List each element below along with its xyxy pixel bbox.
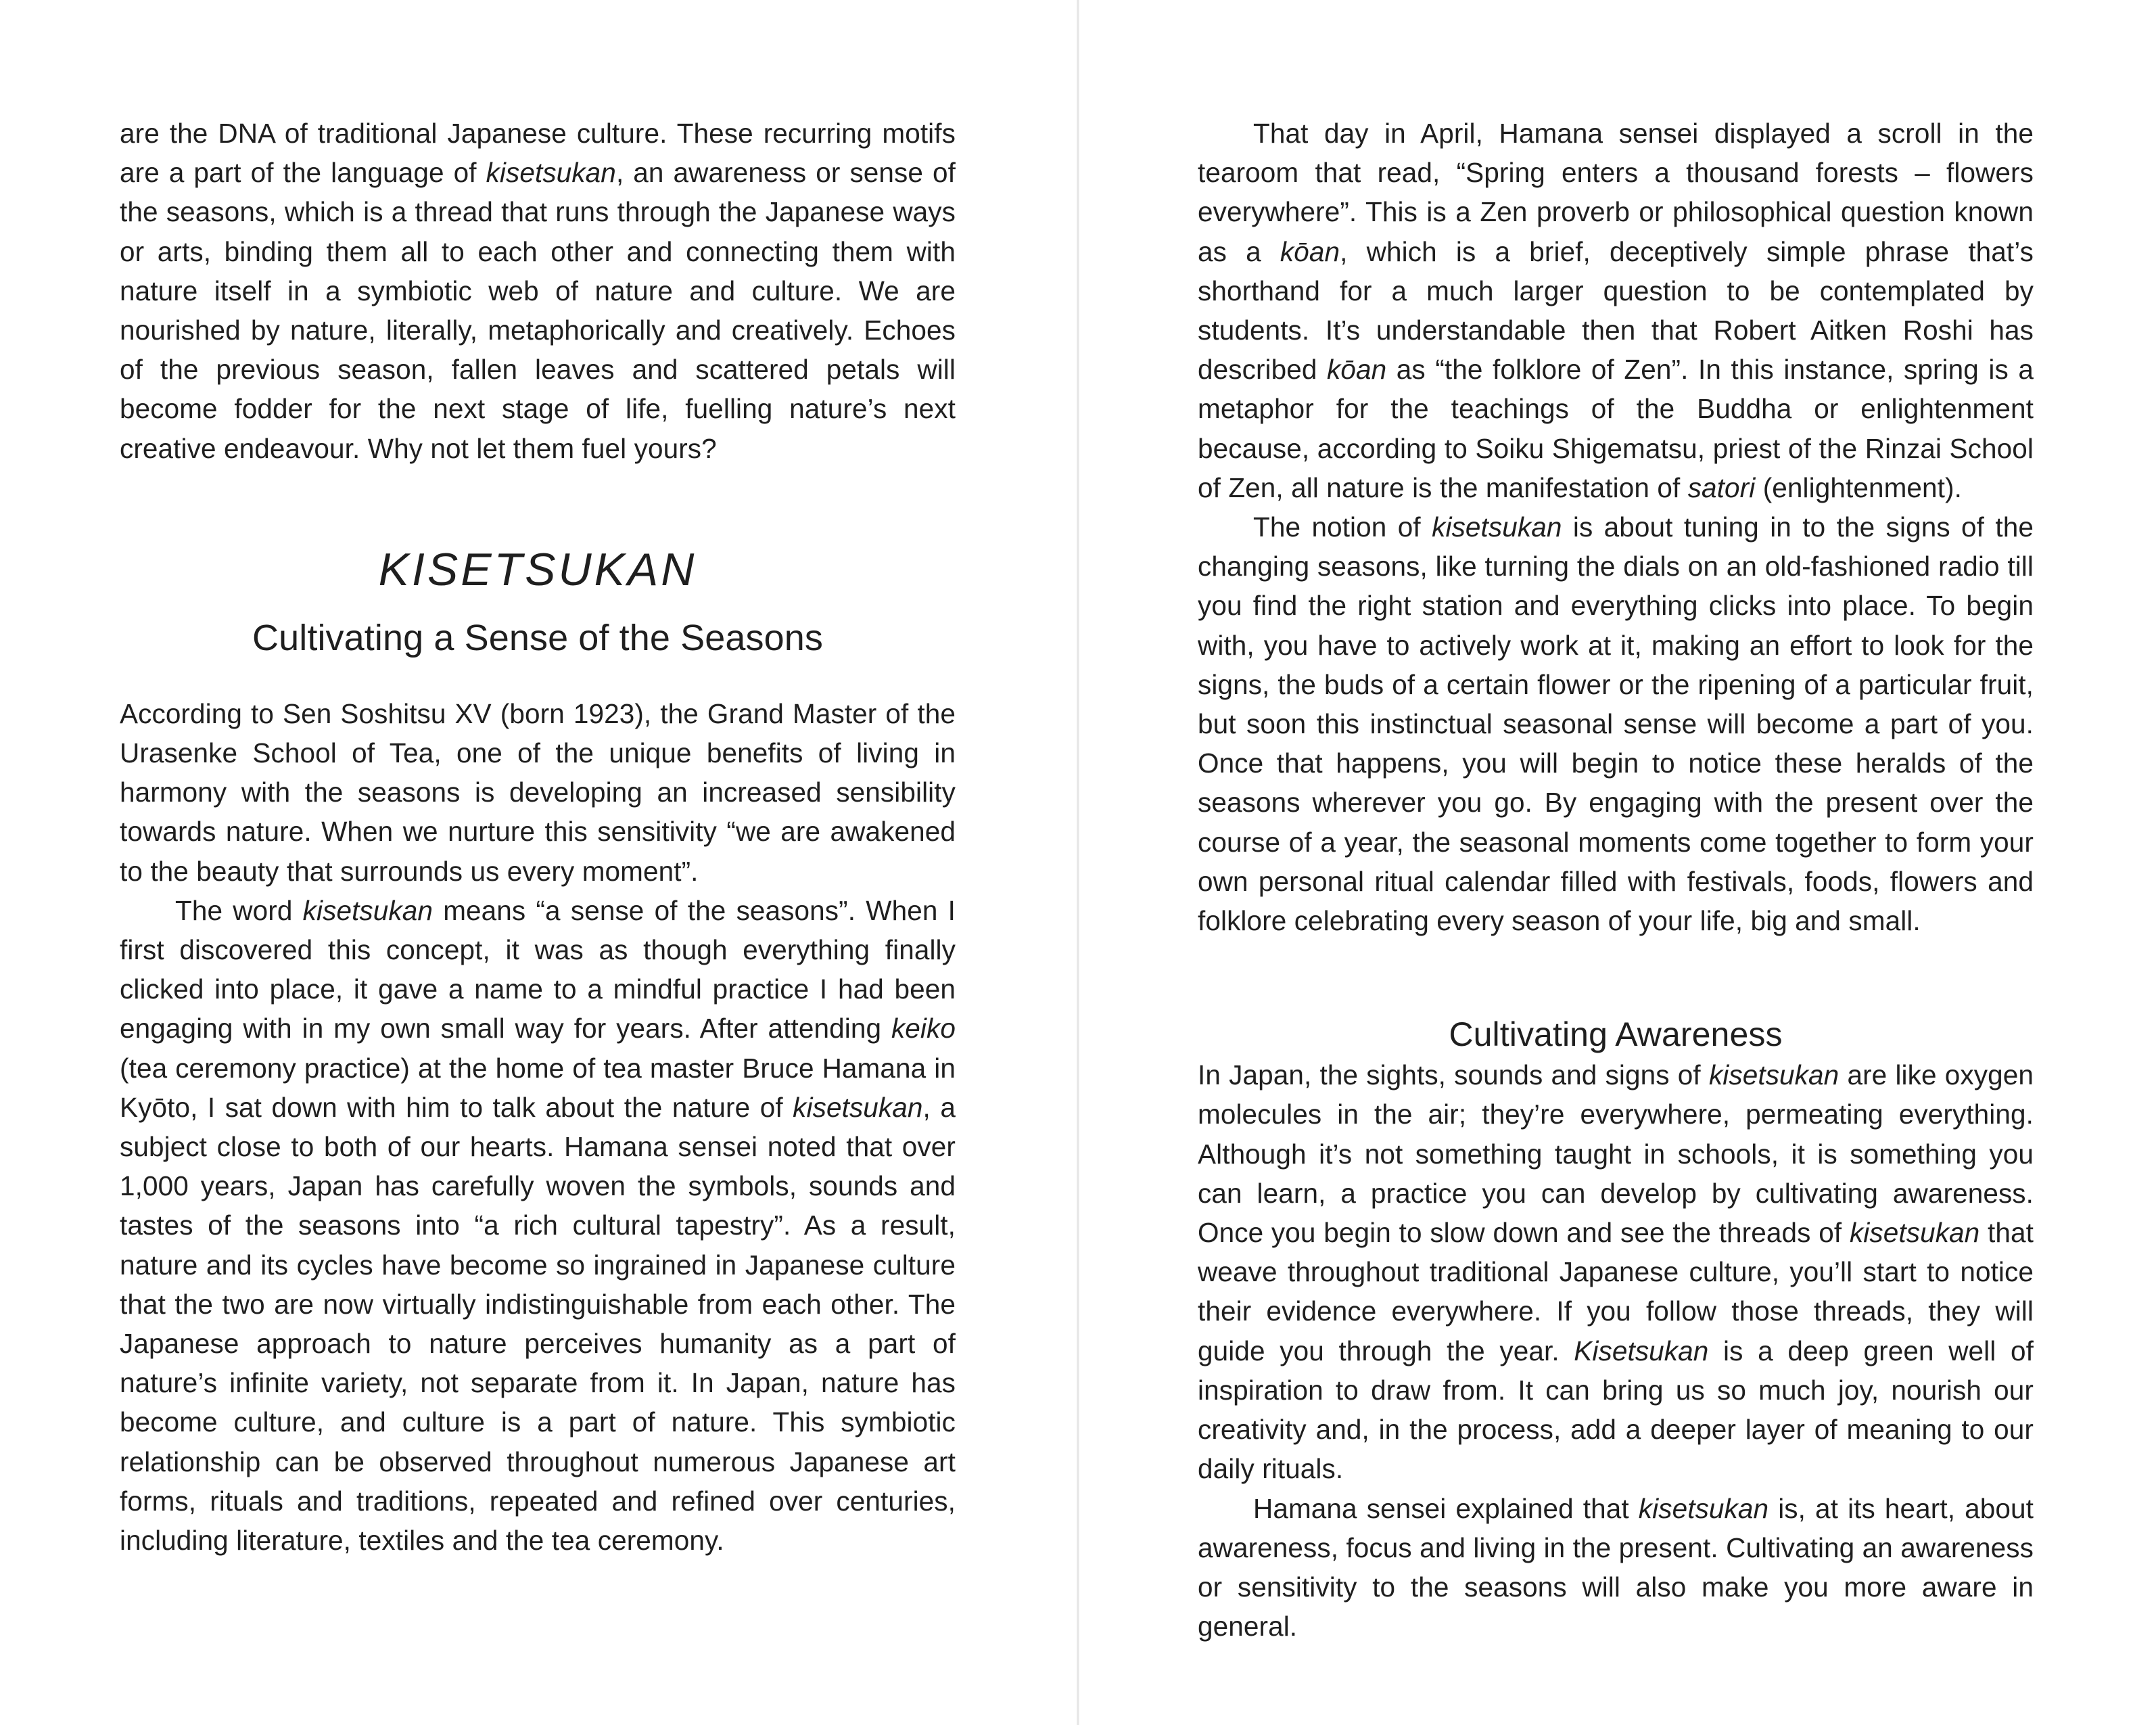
paragraph-word-kisetsukan: The word kisetsukan means “a sense of the seasons”. When I first discovered this concept, it was as though everything finally clicked into place, it gave a name to a mindful practice I had been engaging with in my own small way for years. After attending keiko (tea ceremony practice) at the home of tea master Bruce Hamana in Kyōto, I sat down with him to talk about the nature of kisetsukan, a subject close to both of our hearts. Hamana sensei noted that over 1,000 years, Japan has carefully woven the symbols, sounds and tastes of the seasons into “a rich cultural tapestry”. As a result, nature and its cycles have become so ingrained in Japanese culture that the two are now virtually indistinguishable from each other. The Japanese approach to nature perceives humanity as a part of nature’s infinite variety, not separate from it. In Japan, nature has become culture, and culture is a part of nature. This symbiotic relationship can be observed throughout numerous Japanese art forms, rituals and traditions, repeated and refined over centuries, including literature, textiles and the tea ceremony.	[120, 894, 956, 1557]
italic-term: kōan	[1280, 235, 1340, 267]
italic-term: keiko	[891, 1013, 956, 1044]
section-heading: Cultivating Awareness	[1449, 1015, 1783, 1054]
italic-term: kisetsukan	[1849, 1217, 1980, 1249]
chapter-title: KISETSUKAN	[378, 543, 697, 595]
italic-term: kisetsukan	[793, 1091, 923, 1123]
right-column	[1198, 114, 2034, 1646]
italic-term: Kisetsukan	[1574, 1335, 1709, 1366]
paragraph-hamana-explained: Hamana sensei explained that kisetsukan is, at its heart, about awareness, focus and living in the present. Cultivating an awareness or sensitivity to the seasons will also make you more aware in general.	[1198, 1492, 2034, 1642]
italic-term: kisetsukan	[1708, 1059, 1839, 1091]
paragraph-notion-kisetsukan: The notion of kisetsukan is about tuning in to the signs of the changing seasons, like turning the dials on an old-fashioned radio till you find the right station and everything clicks into place. To begin with, you have to actively work at it, making an effort to look for the signs, the buds of a certain flower or the ripening of a particular fruit, but soon this instinctual seasonal sense will become a part of you. Once that happens, you will begin to notice these heralds of the seasons wherever you go. By engaging with the present over the course of a year, the seasonal moments come together to form your own personal ritual calendar filled with festivals, foods, flowers and folklore celebrating every season of your life, big and small.	[1198, 511, 2034, 937]
paragraph-sen-soshitsu: According to Sen Soshitsu XV (born 1923), the Grand Master of the Urasenke School of Tea, one of the unique benefits of living in harmony with the seasons is developing an increased sensibility towards nature. When we nurture this sensitivity “we are awakened to the beauty that surrounds us every moment”.	[120, 697, 956, 887]
italic-term: kisetsukan	[1432, 511, 1562, 543]
italic-term: satori	[1687, 472, 1756, 503]
paragraph-continued: are the DNA of traditional Japanese culture. These recurring motifs are a part of the language of kisetsukan, an awareness or sense of the seasons, which is a thread that runs through the Japanese ways or arts, binding them all to each other and connecting them with nature itself in a symbiotic web of nature and culture. We are nourished by nature, literally, metaphorically and creatively. Echoes of the previous season, fallen leaves and scattered petals will become fodder for the next stage of life, fuelling nature’s next creative endeavour. Why not let them fuel yours?	[120, 118, 956, 464]
page-gutter	[1077, 0, 1079, 1725]
italic-term: kisetsukan	[486, 157, 616, 189]
left-column	[120, 114, 956, 1560]
italic-term: kōan	[1327, 354, 1387, 386]
italic-term: kisetsukan	[302, 894, 433, 926]
paragraph-in-japan: In Japan, the sights, sounds and signs of kisetsukan are like oxygen molecules in the air; they’re everywhere, permeating everything. Although it’s not something taught in schools, it is something you can learn, a practice you can develop by cultivating awareness. Once you begin to slow down and see the threads of kisetsukan that weave throughout traditional Japanese culture, you’ll start to notice their evidence everywhere. If you follow those threads, they will guide you through the year. Kisetsukan is a deep green well of inspiration to draw from. It can bring us so much joy, nourish our creativity and, in the process, add a deeper layer of meaning to our daily rituals.	[1198, 1059, 2034, 1485]
chapter-subtitle: Cultivating a Sense of the Seasons	[252, 617, 823, 658]
italic-term: kisetsukan	[1638, 1492, 1769, 1524]
paragraph-april-scroll: That day in April, Hamana sensei displayed a scroll in the tearoom that read, “Spring enters a thousand forests – flowers everywhere”. This is a Zen proverb or philosophical question known as a kōan, which is a brief, deceptively simple phrase that’s shorthand for a much larger question to be contemplated by students. It’s understandable then that Robert Aitken Roshi has described kōan as “the folklore of Zen”. In this instance, spring is a metaphor for the teachings of the Buddha or enlightenment because, according to Soiku Shigematsu, priest of the Rinzai School of Zen, all nature is the manifestation of satori (enlightenment).	[1198, 118, 2034, 503]
